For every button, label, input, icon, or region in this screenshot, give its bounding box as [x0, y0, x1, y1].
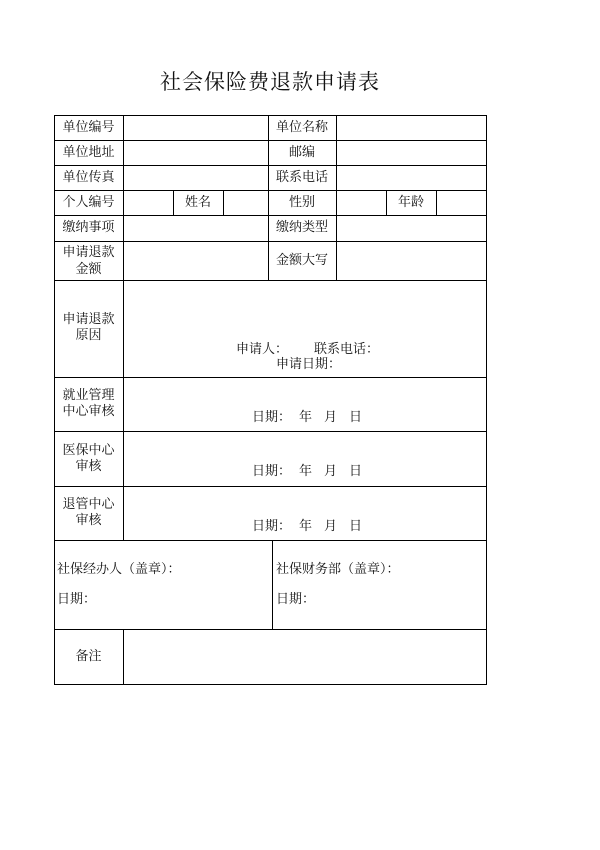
- review-date-label: 日期：: [252, 410, 292, 425]
- table-line: [54, 241, 487, 242]
- table-line: [54, 140, 487, 141]
- label-refund-reason: 申请退款: [62, 312, 115, 327]
- review-year-label: 年: [299, 410, 313, 425]
- handler-date-label: 日期：: [57, 592, 97, 607]
- label-postcode: 邮编: [288, 145, 315, 160]
- label-personal-id: 个人编号: [62, 195, 115, 210]
- table-line: [486, 115, 487, 685]
- label-medical-review: 医保中心: [62, 443, 115, 458]
- review-month-label: 月: [324, 410, 338, 425]
- table-line: [54, 629, 487, 630]
- table-line: [54, 486, 487, 487]
- label-unit-address: 单位地址: [62, 145, 115, 160]
- table-line: [54, 215, 487, 216]
- review-month-label: 月: [324, 464, 338, 479]
- table-line: [436, 190, 437, 215]
- table-line: [54, 190, 487, 191]
- label-amount-in-words: 金额大写: [275, 253, 328, 268]
- label-payment-type: 缴纳类型: [275, 220, 328, 235]
- apply-date-label: 申请日期：: [276, 357, 342, 372]
- table-line: [272, 540, 273, 629]
- review-date-label: 日期：: [252, 519, 292, 534]
- applicant-label: 申请人：: [236, 342, 289, 357]
- label-refund-reason-2: 原因: [75, 328, 102, 343]
- label-medical-review-2: 审核: [75, 459, 102, 474]
- table-line: [54, 377, 487, 378]
- table-line: [54, 540, 487, 541]
- label-retirement-review-2: 审核: [75, 513, 102, 528]
- review-day-label: 日: [349, 464, 363, 479]
- review-month-label: 月: [324, 519, 338, 534]
- label-remarks: 备注: [75, 649, 102, 664]
- table-line: [54, 165, 487, 166]
- label-employment-review-2: 中心审核: [62, 404, 115, 419]
- review-year-label: 年: [299, 464, 313, 479]
- label-unit-id: 单位编号: [62, 120, 115, 135]
- table-line: [223, 190, 224, 215]
- label-unit-fax: 单位传真: [62, 170, 115, 185]
- table-line: [54, 280, 487, 281]
- label-contact-phone: 联系电话: [275, 170, 328, 185]
- table-line: [123, 115, 124, 540]
- review-year-label: 年: [299, 519, 313, 534]
- label-retirement-review: 退管中心: [62, 497, 115, 512]
- handler-seal-label: 社保经办人（盖章）：: [57, 562, 181, 577]
- table-line: [123, 629, 124, 684]
- label-employment-review: 就业管理: [62, 388, 115, 403]
- review-day-label: 日: [349, 519, 363, 534]
- table-line: [54, 684, 487, 685]
- review-day-label: 日: [349, 410, 363, 425]
- label-age: 年龄: [397, 195, 424, 210]
- label-refund-amount-2: 金额: [75, 262, 102, 277]
- review-date-label: 日期：: [252, 464, 292, 479]
- label-unit-name: 单位名称: [275, 120, 328, 135]
- label-refund-amount: 申请退款: [62, 245, 115, 260]
- table-line: [336, 115, 337, 280]
- label-gender: 性别: [288, 195, 315, 210]
- label-name: 姓名: [184, 195, 211, 210]
- finance-date-label: 日期：: [276, 592, 316, 607]
- label-payment-item: 缴纳事项: [62, 220, 115, 235]
- form-title: 社会保险费退款申请表: [160, 70, 380, 94]
- table-line: [54, 431, 487, 432]
- table-line: [54, 115, 487, 116]
- finance-seal-label: 社保财务部（盖章）：: [276, 562, 400, 577]
- applicant-contact-label: 联系电话：: [314, 342, 380, 357]
